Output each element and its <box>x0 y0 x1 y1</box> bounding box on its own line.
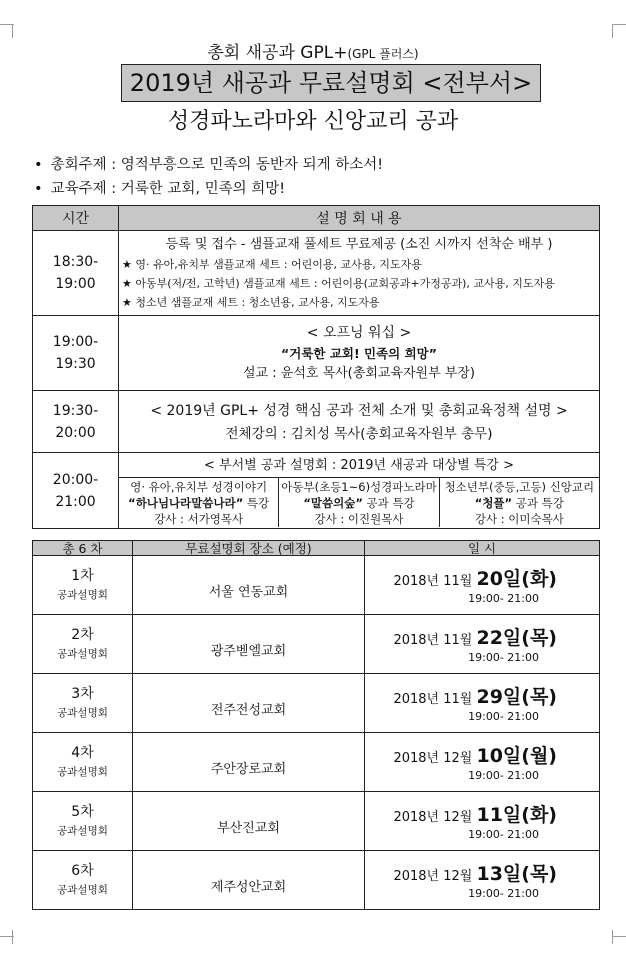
track-item <box>119 478 278 527</box>
content-cell <box>119 453 600 529</box>
table-row <box>33 792 600 851</box>
track-topic: “청플” <box>474 495 513 510</box>
place-cell: 전주전성교회 <box>133 674 365 733</box>
round-label: 3차 <box>71 686 94 702</box>
date-prefix: 2018년 12월 <box>393 809 477 825</box>
theme-item <box>34 153 383 174</box>
time-range: 19:00- 21:00 <box>468 650 539 664</box>
page-subtitle: 성경파노라마와 신앙교리 공과 <box>167 109 459 134</box>
crop-mark <box>0 936 14 937</box>
round-label: 5차 <box>71 804 94 820</box>
theme-label: 교육주제 <box>50 181 107 197</box>
track-topic: “말씀의숲” <box>303 495 363 510</box>
time-range: 19:00- 21:00 <box>468 886 539 900</box>
row-motto: “거룩한 교회! 민족의 희망” <box>281 345 437 361</box>
round-sub: 공과설명회 <box>57 766 108 778</box>
table-row <box>33 556 600 615</box>
date-day: 29일(목) <box>476 685 557 708</box>
col-header-time: 시간 <box>33 206 119 231</box>
track-speaker: 강사 : 이미숙목사 <box>474 511 564 526</box>
theme-text: : 영적부흥으로 민족의 동반자 되게 하소서! <box>106 157 384 173</box>
round-sub: 공과설명회 <box>57 825 108 837</box>
col-header-content: 설 명 회 내 용 <box>119 206 600 231</box>
theme-label: 총회주제 <box>50 157 107 173</box>
date-day: 10일(월) <box>476 744 557 767</box>
time-range: 19:00- 21:00 <box>468 591 539 605</box>
header-line1 <box>0 38 626 63</box>
theme-text: : 거룩한 교회, 민족의 희망! <box>106 181 286 197</box>
header-small: (GPL 플러스) <box>347 47 419 61</box>
time-cell: 19:30- 20:00 <box>33 391 119 453</box>
time-cell: 20:00- 21:00 <box>33 453 119 529</box>
round-label: 6차 <box>71 863 94 879</box>
track-item <box>439 478 599 527</box>
table-row <box>33 391 600 453</box>
track-list <box>119 477 599 527</box>
table-row <box>33 674 600 733</box>
track-topic-rest: 공과 특강 <box>362 495 415 510</box>
theme-item <box>34 177 285 198</box>
bullet-icon: • <box>34 181 43 197</box>
track-dept: 영· 유아,유치부 성경이야기 <box>130 479 268 494</box>
table-row <box>33 851 600 910</box>
table-row <box>33 733 600 792</box>
table-row <box>33 453 600 529</box>
content-cell <box>119 316 600 391</box>
row-heading: < 2019년 GPL+ 성경 핵심 공과 전체 소개 및 총회교육정책 설명 > <box>150 402 568 419</box>
header-main: 총회 새공과 GPL+ <box>207 43 348 63</box>
place-cell: 서울 연동교회 <box>133 556 365 615</box>
place-cell: 제주성안교회 <box>133 851 365 910</box>
round-sub: 공과설명회 <box>57 648 108 660</box>
time-range: 19:00- 21:00 <box>468 827 539 841</box>
track-item <box>278 478 438 527</box>
time-range: 19:00- 21:00 <box>468 768 539 782</box>
track-topic-rest: 공과 특강 <box>512 495 564 510</box>
table-row <box>33 615 600 674</box>
row-title: 등록 및 접수 - 샘플교재 풀세트 무료제공 (소진 시까지 선착순 배부 ) <box>165 236 553 252</box>
crop-mark <box>0 24 14 25</box>
list-item: ★ 아동부(저/전, 고학년) 샘플교재 세트 : 어린이용(교회공과+가정공과), 교사용, 지도자용 <box>122 276 555 290</box>
row-heading: < 부서별 공과 설명회 : 2019년 새공과 대상별 특강 > <box>204 457 514 473</box>
round-sub: 공과설명회 <box>57 707 108 719</box>
date-prefix: 2018년 11월 <box>393 573 477 589</box>
place-cell: 부산진교회 <box>133 792 365 851</box>
track-topic: “하나님나라말씀나라” <box>128 495 244 510</box>
sessions-table <box>32 540 600 910</box>
bullet-icon: • <box>34 157 43 173</box>
time-range: 19:00- 21:00 <box>468 709 539 723</box>
track-speaker: 강사 : 이진원목사 <box>314 511 404 526</box>
crop-mark <box>612 936 626 937</box>
content-cell <box>119 391 600 453</box>
date-prefix: 2018년 12월 <box>393 868 477 884</box>
col-header-place: 무료설명회 장소 (예정) <box>133 541 365 556</box>
date-prefix: 2018년 11월 <box>393 632 477 648</box>
date-day: 22일(목) <box>476 626 557 649</box>
round-label: 2차 <box>71 627 94 643</box>
table-row <box>33 316 600 391</box>
time-cell: 18:30- 19:00 <box>33 231 119 316</box>
crop-mark <box>612 930 613 944</box>
crop-mark <box>12 24 13 38</box>
page-title: 2019년 새공과 무료설명회 <전부서> <box>121 64 541 102</box>
date-day: 13일(목) <box>476 862 557 885</box>
content-cell <box>119 231 600 316</box>
date-prefix: 2018년 12월 <box>393 750 477 766</box>
round-label: 1차 <box>71 568 94 584</box>
place-cell: 주안장로교회 <box>133 733 365 792</box>
crop-mark <box>612 24 613 38</box>
track-dept: 아동부(초등1~6)성경파노라마 <box>281 479 437 494</box>
track-speaker: 강사 : 서가영목사 <box>154 511 244 526</box>
date-day: 11일(화) <box>476 803 557 826</box>
track-topic-rest: 특강 <box>243 495 270 510</box>
crop-mark <box>612 24 626 25</box>
date-day: 20일(화) <box>476 567 557 590</box>
time-cell: 19:00- 19:30 <box>33 316 119 391</box>
table-row <box>33 231 600 316</box>
list-item: ★ 청소년 샘플교재 세트 : 청소년용, 교사용, 지도자용 <box>122 295 380 309</box>
round-sub: 공과설명회 <box>57 884 108 896</box>
col-header-round: 총 6 차 <box>33 541 133 556</box>
col-header-date: 일 시 <box>365 541 600 556</box>
row-heading: < 오프닝 워십 > <box>306 324 412 341</box>
date-prefix: 2018년 11월 <box>393 691 477 707</box>
schedule-table <box>32 205 600 529</box>
place-cell: 광주벧엘교회 <box>133 615 365 674</box>
track-dept: 청소년부(중등,고등) 신앙교리 <box>444 479 595 494</box>
row-speaker: 전체강의 : 김치성 목사(총회교육자원부 총무) <box>225 425 493 442</box>
crop-mark <box>12 930 13 944</box>
row-speaker: 설교 : 윤석호 목사(총회교육자원부 부장) <box>243 365 475 381</box>
list-item: ★ 영· 유아,유치부 샘플교재 세트 : 어린이용, 교사용, 지도자용 <box>122 257 422 271</box>
round-label: 4차 <box>71 745 94 761</box>
round-sub: 공과설명회 <box>57 589 108 601</box>
